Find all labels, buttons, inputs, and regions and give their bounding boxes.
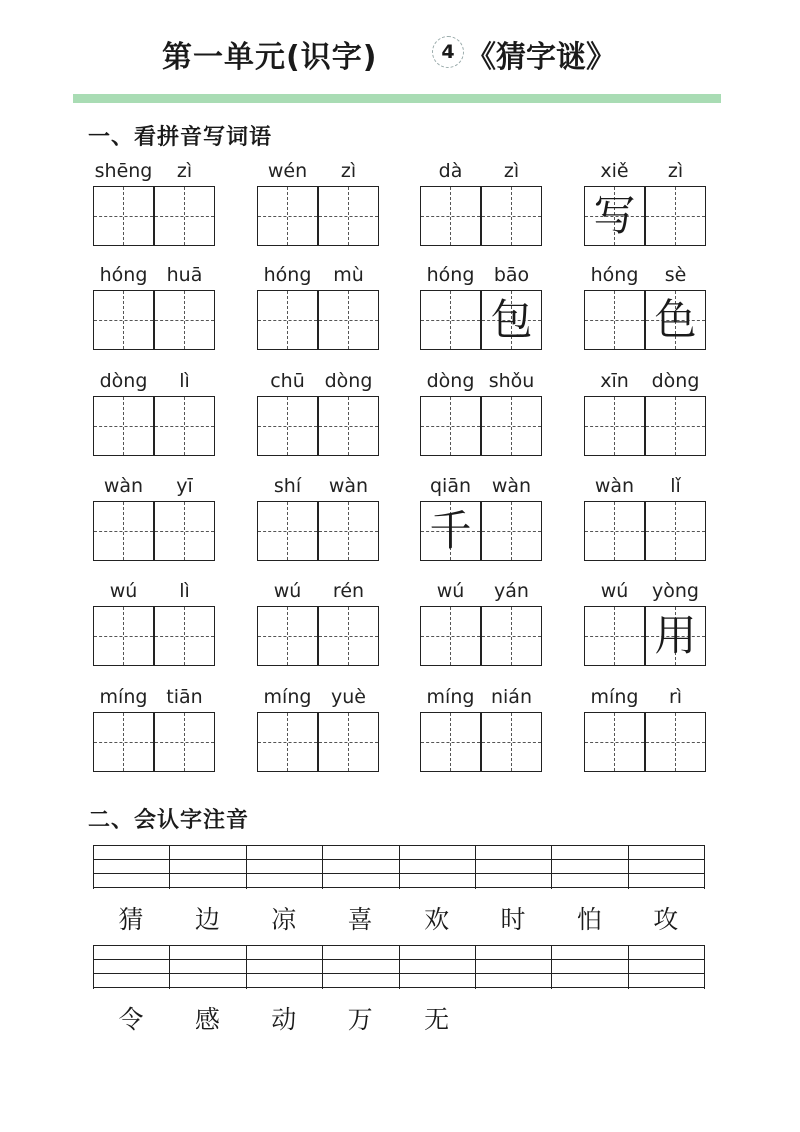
guide-line-vertical (614, 502, 615, 560)
tianzige-box[interactable] (257, 290, 318, 350)
tianzige-box[interactable] (318, 186, 379, 246)
guide-line-vertical (348, 187, 349, 245)
pinyin-cell-divider (475, 945, 476, 989)
recognize-char: 无 (424, 1005, 450, 1034)
written-char: 包 (490, 295, 533, 344)
tianzige-pair (584, 606, 706, 666)
guide-line-vertical (287, 607, 288, 665)
pinyin-label (420, 370, 542, 396)
pinyin-syllable: nián (490, 686, 532, 708)
pinyin-syllable: wú (273, 580, 302, 602)
pinyin-syllable: wàn (491, 475, 532, 497)
pinyin-label (584, 580, 706, 606)
pinyin-syllable: wú (109, 580, 138, 602)
tianzige-pair (93, 396, 215, 456)
recognize-char: 动 (271, 1005, 297, 1034)
pinyin-cell-divider (475, 845, 476, 889)
recognize-char: 时 (500, 905, 526, 934)
pinyin-cell-divider (322, 845, 323, 889)
header-divider-bar (73, 94, 721, 103)
tianzige-box[interactable] (420, 396, 481, 456)
pinyin-syllable: wén (267, 160, 308, 182)
tianzige-pair (257, 712, 379, 772)
tianzige-pair (93, 186, 215, 246)
pinyin-cell-divider (551, 945, 552, 989)
guide-line-vertical (348, 607, 349, 665)
tianzige-box[interactable] (645, 606, 706, 666)
guide-line-vertical (511, 607, 512, 665)
tianzige-box[interactable] (584, 606, 645, 666)
pinyin-syllable: yī (176, 475, 193, 497)
tianzige-box[interactable] (93, 606, 154, 666)
tianzige-box[interactable] (481, 396, 542, 456)
pinyin-syllable: míng (426, 686, 475, 708)
pinyin-syllable: míng (263, 686, 312, 708)
tianzige-box[interactable] (154, 396, 215, 456)
pinyin-label (420, 264, 542, 290)
pinyin-syllable: dòng (99, 370, 148, 392)
guide-line-vertical (450, 187, 451, 245)
recognize-char: 边 (194, 905, 220, 934)
tianzige-box[interactable] (481, 606, 542, 666)
guide-line-vertical (511, 502, 512, 560)
tianzige-box[interactable] (481, 186, 542, 246)
guide-line-vertical (614, 607, 615, 665)
pinyin-syllable: lì (179, 370, 190, 392)
tianzige-box[interactable] (420, 290, 481, 350)
tianzige-box[interactable] (154, 606, 215, 666)
section1-heading: 一、看拼音写词语 (88, 124, 273, 150)
tianzige-box[interactable] (257, 501, 318, 561)
pinyin-syllable: sè (664, 264, 687, 286)
pinyin-syllable: lì (179, 580, 190, 602)
pinyin-cell-divider (399, 845, 400, 889)
guide-line-vertical (614, 713, 615, 771)
pinyin-cell-divider (628, 845, 629, 889)
guide-line-vertical (184, 502, 185, 560)
guide-line-vertical (348, 397, 349, 455)
tianzige-box[interactable] (420, 606, 481, 666)
tianzige-box[interactable] (420, 712, 481, 772)
tianzige-box[interactable] (318, 712, 379, 772)
guide-line-vertical (348, 713, 349, 771)
tianzige-box[interactable] (93, 290, 154, 350)
tianzige-pair (584, 290, 706, 350)
tianzige-box[interactable] (645, 396, 706, 456)
pinyin-syllable: shēng (94, 160, 153, 182)
tianzige-pair (257, 396, 379, 456)
pinyin-syllable: wàn (594, 475, 635, 497)
tianzige-pair (420, 290, 542, 350)
pinyin-cell-divider (93, 945, 94, 989)
pinyin-label (420, 580, 542, 606)
pinyin-cell-divider (704, 945, 705, 989)
tianzige-box[interactable] (645, 186, 706, 246)
guide-line-vertical (348, 291, 349, 349)
tianzige-pair (257, 501, 379, 561)
pinyin-syllable: zì (503, 160, 520, 182)
tianzige-box[interactable] (645, 712, 706, 772)
pinyin-syllable: hóng (590, 264, 639, 286)
tianzige-pair (257, 186, 379, 246)
tianzige-pair (420, 186, 542, 246)
tianzige-box[interactable] (318, 606, 379, 666)
guide-line-vertical (450, 607, 451, 665)
pinyin-label (257, 160, 379, 186)
guide-line-vertical (123, 713, 124, 771)
tianzige-pair (257, 290, 379, 350)
recognize-char: 感 (194, 1005, 220, 1034)
guide-line-vertical (287, 291, 288, 349)
guide-line-vertical (123, 187, 124, 245)
pinyin-cell-divider (322, 945, 323, 989)
guide-line-vertical (675, 713, 676, 771)
pinyin-label (93, 264, 215, 290)
tianzige-pair (93, 712, 215, 772)
guide-line-vertical (511, 397, 512, 455)
pinyin-label (93, 475, 215, 501)
pinyin-cell-divider (169, 945, 170, 989)
pinyin-syllable: mù (333, 264, 364, 286)
tianzige-pair (584, 501, 706, 561)
tianzige-box[interactable] (584, 290, 645, 350)
recognize-char: 万 (347, 1005, 373, 1034)
recognize-char: 猜 (118, 905, 144, 934)
tianzige-pair (420, 396, 542, 456)
recognize-char: 欢 (424, 905, 450, 934)
pinyin-cell-divider (246, 845, 247, 889)
recognize-chars-row-2 (93, 1000, 705, 1036)
tianzige-box[interactable] (93, 396, 154, 456)
pinyin-label (257, 580, 379, 606)
tianzige-pair (257, 606, 379, 666)
guide-line-vertical (511, 713, 512, 771)
tianzige-box[interactable] (154, 186, 215, 246)
tianzige-box[interactable] (481, 290, 542, 350)
tianzige-box[interactable] (93, 712, 154, 772)
guide-line-vertical (614, 291, 615, 349)
tianzige-box[interactable] (420, 186, 481, 246)
tianzige-box[interactable] (420, 501, 481, 561)
pinyin-label (584, 160, 706, 186)
recognize-char: 喜 (347, 905, 373, 934)
tianzige-box[interactable] (257, 712, 318, 772)
pinyin-cell-divider (246, 945, 247, 989)
recognize-char: 攻 (653, 905, 679, 934)
pinyin-cell-divider (551, 845, 552, 889)
guide-line-vertical (123, 607, 124, 665)
pinyin-label (93, 370, 215, 396)
pinyin-label (420, 160, 542, 186)
tianzige-box[interactable] (584, 186, 645, 246)
pinyin-cell-divider (704, 845, 705, 889)
pinyin-syllable: yòng (652, 580, 699, 602)
pinyin-syllable: xiě (600, 160, 629, 182)
tianzige-pair (584, 712, 706, 772)
guide-line-vertical (184, 291, 185, 349)
pinyin-syllable: xīn (600, 370, 629, 392)
tianzige-pair (420, 501, 542, 561)
pinyin-syllable: shǒu (488, 370, 535, 392)
lesson-number-badge: 4 (432, 36, 464, 68)
tianzige-pair (584, 186, 706, 246)
unit-title: 第一单元(识字) (162, 40, 378, 75)
pinyin-syllable: tiān (166, 686, 203, 708)
pinyin-label (93, 580, 215, 606)
pinyin-syllable: shí (273, 475, 302, 497)
pinyin-syllable: huā (166, 264, 203, 286)
page-header (0, 28, 800, 78)
guide-line-vertical (511, 187, 512, 245)
guide-line-vertical (184, 397, 185, 455)
pinyin-syllable: dòng (324, 370, 373, 392)
tianzige-box[interactable] (645, 501, 706, 561)
pinyin-syllable: hóng (263, 264, 312, 286)
pinyin-syllable: hóng (99, 264, 148, 286)
guide-line-vertical (675, 397, 676, 455)
tianzige-box[interactable] (93, 186, 154, 246)
pinyin-label (93, 160, 215, 186)
tianzige-pair (93, 290, 215, 350)
guide-line-vertical (348, 502, 349, 560)
pinyin-syllable: lǐ (670, 475, 681, 497)
pinyin-label (584, 264, 706, 290)
tianzige-pair (420, 606, 542, 666)
recognize-char: 怕 (576, 905, 602, 934)
guide-line-vertical (123, 397, 124, 455)
pinyin-syllable: dòng (651, 370, 700, 392)
guide-line-vertical (450, 713, 451, 771)
tianzige-box[interactable] (584, 501, 645, 561)
pinyin-syllable: míng (590, 686, 639, 708)
pinyin-cell-divider (628, 945, 629, 989)
guide-line-vertical (184, 187, 185, 245)
pinyin-cell-divider (169, 845, 170, 889)
pinyin-syllable: yuè (331, 686, 366, 708)
pinyin-label (584, 686, 706, 712)
pinyin-syllable: qiān (429, 475, 472, 497)
tianzige-box[interactable] (584, 396, 645, 456)
guide-line-vertical (614, 397, 615, 455)
pinyin-syllable: wàn (328, 475, 369, 497)
tianzige-pair (584, 396, 706, 456)
pinyin-lines-row-2[interactable] (93, 945, 705, 989)
pinyin-syllable: zì (667, 160, 684, 182)
recognize-chars-row-1 (93, 900, 705, 936)
tianzige-box[interactable] (584, 712, 645, 772)
pinyin-label (93, 686, 215, 712)
pinyin-syllable: dà (438, 160, 463, 182)
pinyin-cell-divider (399, 945, 400, 989)
pinyin-syllable: wàn (103, 475, 144, 497)
pinyin-syllable: zì (340, 160, 357, 182)
guide-line-vertical (450, 291, 451, 349)
guide-line-vertical (450, 397, 451, 455)
pinyin-syllable: bāo (493, 264, 530, 286)
pinyin-syllable: míng (99, 686, 148, 708)
guide-line-vertical (675, 502, 676, 560)
tianzige-box[interactable] (154, 501, 215, 561)
lesson-title: 《猜字谜》 (466, 40, 616, 75)
tianzige-box[interactable] (93, 501, 154, 561)
tianzige-box[interactable] (318, 501, 379, 561)
pinyin-syllable: wú (436, 580, 465, 602)
written-char: 千 (429, 506, 472, 555)
pinyin-label (257, 475, 379, 501)
tianzige-box[interactable] (257, 186, 318, 246)
tianzige-box[interactable] (481, 501, 542, 561)
pinyin-label (257, 370, 379, 396)
tianzige-box[interactable] (257, 606, 318, 666)
tianzige-pair (93, 501, 215, 561)
recognize-char: 令 (118, 1005, 144, 1034)
pinyin-label (257, 264, 379, 290)
guide-line-vertical (287, 713, 288, 771)
pinyin-syllable: chū (270, 370, 305, 392)
guide-line-vertical (287, 187, 288, 245)
pinyin-label (420, 475, 542, 501)
tianzige-box[interactable] (257, 396, 318, 456)
pinyin-syllable: wú (600, 580, 629, 602)
guide-line-vertical (184, 607, 185, 665)
pinyin-syllable: rì (668, 686, 683, 708)
pinyin-syllable: dòng (426, 370, 475, 392)
tianzige-box[interactable] (318, 290, 379, 350)
guide-line-vertical (184, 713, 185, 771)
tianzige-pair (93, 606, 215, 666)
pinyin-label (420, 686, 542, 712)
tianzige-box[interactable] (481, 712, 542, 772)
pinyin-label (584, 475, 706, 501)
pinyin-cell-divider (93, 845, 94, 889)
written-char: 写 (593, 191, 636, 240)
tianzige-pair (420, 712, 542, 772)
recognize-char: 凉 (271, 905, 297, 934)
guide-line-vertical (123, 291, 124, 349)
written-char: 色 (654, 295, 697, 344)
tianzige-box[interactable] (645, 290, 706, 350)
tianzige-box[interactable] (154, 290, 215, 350)
guide-line-vertical (287, 397, 288, 455)
guide-line-vertical (287, 502, 288, 560)
pinyin-syllable: zì (176, 160, 193, 182)
pinyin-label (257, 686, 379, 712)
tianzige-box[interactable] (318, 396, 379, 456)
pinyin-syllable: rén (332, 580, 365, 602)
pinyin-lines-row-1[interactable] (93, 845, 705, 889)
written-char: 用 (654, 611, 697, 660)
pinyin-syllable: yán (494, 580, 529, 602)
guide-line-vertical (123, 502, 124, 560)
guide-line-vertical (675, 187, 676, 245)
section2-heading: 二、会认字注音 (88, 807, 250, 833)
pinyin-label (584, 370, 706, 396)
pinyin-syllable: hóng (426, 264, 475, 286)
tianzige-box[interactable] (154, 712, 215, 772)
